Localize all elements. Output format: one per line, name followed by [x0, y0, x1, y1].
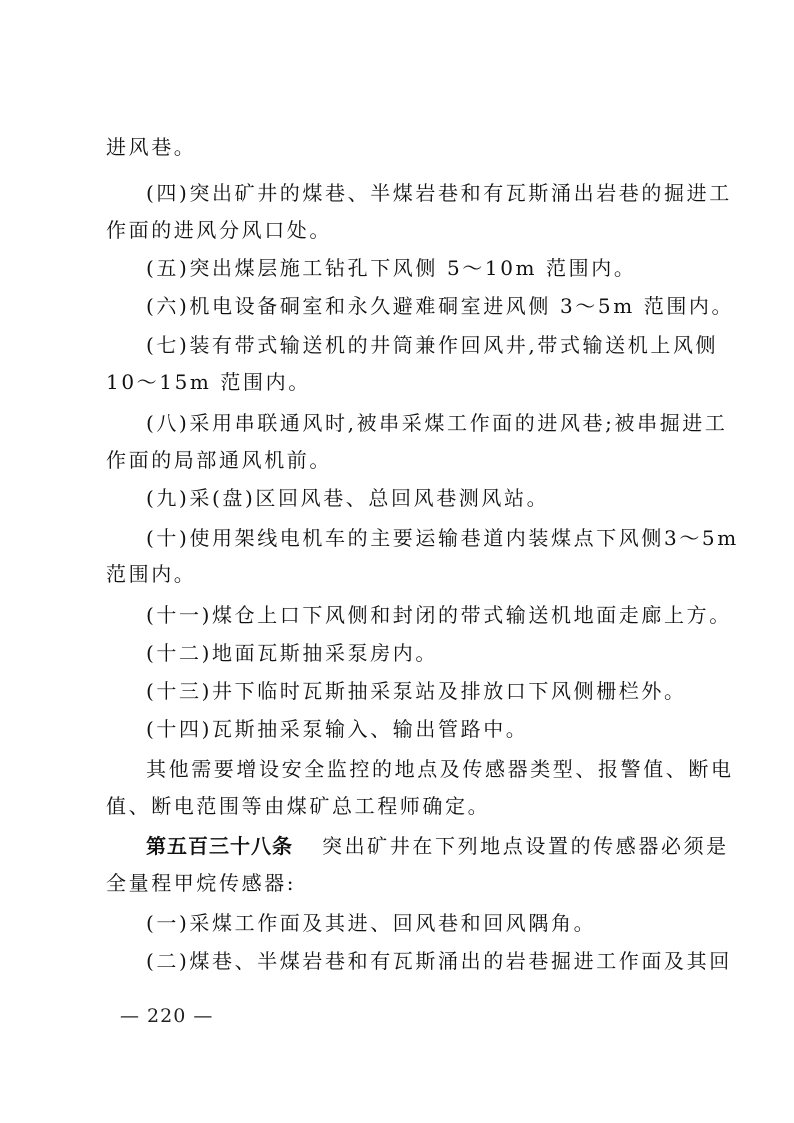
text-line: (十二)地面瓦斯抽采泵房内。 — [146, 641, 439, 665]
article-line — [146, 829, 729, 863]
page-number: — 220 — — [120, 1005, 214, 1027]
text-line: (十一)煤仓上口下风侧和封闭的带式输送机地面走廊上方。 — [146, 603, 732, 627]
text-line: (一)采煤工作面及其进、回风巷和回风隅角。 — [146, 911, 597, 935]
text-line: (七)装有带式输送机的井筒兼作回风井,带式输送机上风侧 — [146, 333, 719, 357]
text-line: (四)突出矿井的煤巷、半煤岩巷和有瓦斯涌出岩巷的掘进工 — [146, 181, 732, 205]
text-line: (二)煤巷、半煤岩巷和有瓦斯涌出的岩巷掘进工作面及其回 — [146, 949, 732, 973]
text-line: 10～15m 范围内。 — [106, 370, 311, 394]
text-line: (八)采用串联通风时,被串采煤工作面的进风巷;被串掘进工 — [146, 411, 728, 435]
text-line: 进风巷。 — [106, 135, 197, 159]
text-line: 全量程甲烷传感器: — [106, 871, 297, 895]
text-line: (九)采(盘)区回风巷、总回风巷测风站。 — [146, 486, 550, 510]
text-line: 作面的进风分风口处。 — [106, 218, 332, 242]
text-line: (十)使用架线电机车的主要运输巷道内装煤点下风侧3～5m — [146, 526, 739, 550]
text-line: (六)机电设备硐室和永久避难硐室进风侧 3～5m 范围内。 — [146, 294, 735, 318]
text-line: 范围内。 — [106, 562, 197, 586]
text-line: 值、断电范围等由煤矿总工程师确定。 — [106, 794, 491, 818]
article-heading: 第五百三十八条 — [146, 834, 293, 858]
text-line: 作面的局部通风机前。 — [106, 448, 332, 472]
text-line: 其他需要增设安全监控的地点及传感器类型、报警值、断电 — [146, 757, 734, 781]
text-line: (十四)瓦斯抽采泵输入、输出管路中。 — [146, 717, 529, 741]
text-line: (十三)井下临时瓦斯抽采泵站及排放口下风侧栅栏外。 — [146, 679, 687, 703]
article-text: 突出矿井在下列地点设置的传感器必须是 — [321, 834, 729, 858]
text-line: (五)突出煤层施工钻孔下风侧 5～10m 范围内。 — [146, 256, 637, 280]
